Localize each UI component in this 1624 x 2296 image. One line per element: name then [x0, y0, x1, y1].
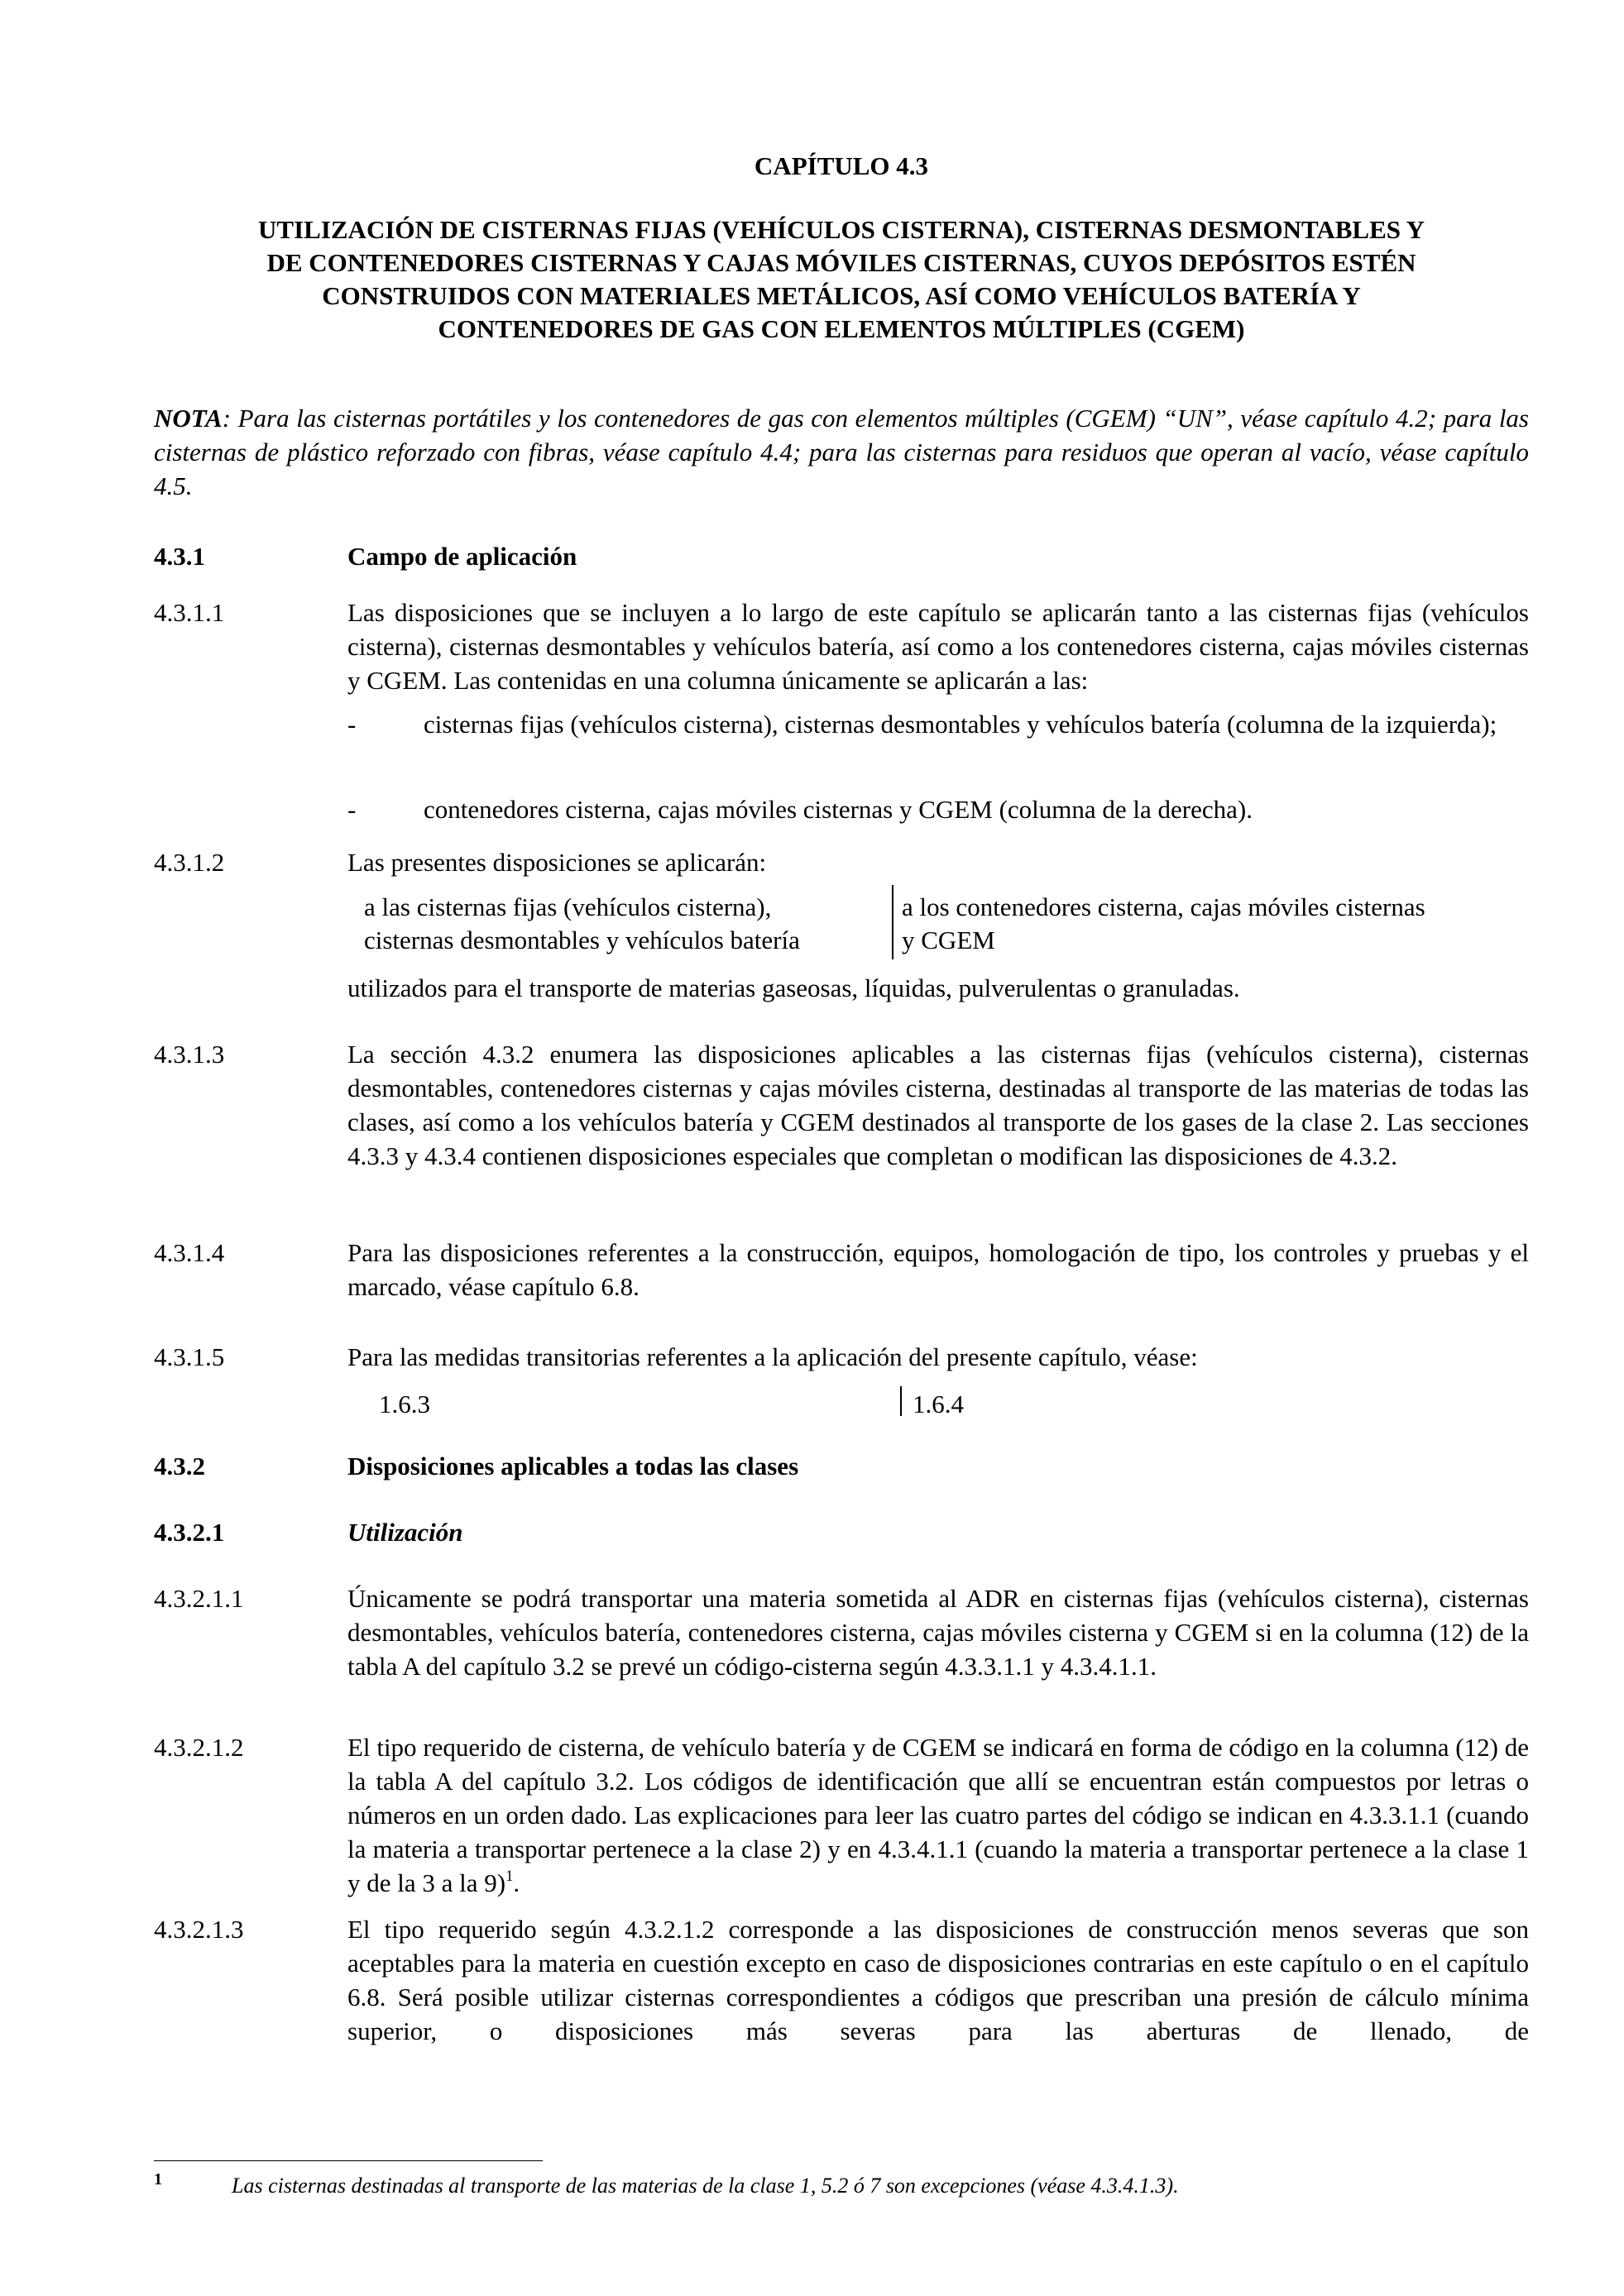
paragraph-number: 4.3.1.2: [154, 848, 225, 877]
section-title: Disposiciones aplicables a todas las clases: [347, 1452, 799, 1480]
chapter-title-line: CONSTRUIDOS CON MATERIALES METÁLICOS, ASÍ COMO VEHÍCULOS BATERÍA Y: [322, 281, 1361, 310]
subsection-title: Utilización: [347, 1518, 463, 1547]
paragraph-text: Las presentes disposiciones se aplicarán:: [347, 848, 767, 877]
column-divider: [892, 885, 893, 959]
paragraph-number: 4.3.1.3: [154, 1040, 225, 1069]
chapter-title-line: DE CONTENEDORES CISTERNAS Y CAJAS MÓVILES CISTERNAS, CUYOS DEPÓSITOS ESTÉN: [266, 248, 1416, 277]
paragraph-text: El tipo requerido según 4.3.2.1.2 corresponde a las disposiciones de construcción menos severas que son aceptables para la materia en cuestión excepto en caso de disposiciones contrarias en este capítulo o en el capítulo 6.8. Será posible utilizar cisternas correspondientes a códigos que prescriban una presión de cálculo mínima superior, o disposiciones más severas para las aberturas de llenado, de: [347, 1915, 1529, 2045]
chapter-title: [154, 213, 1529, 346]
paragraph-end: .: [513, 1868, 520, 1897]
note: [154, 401, 1529, 503]
bullet-dash: -: [347, 710, 357, 739]
chapter-title-line: UTILIZACIÓN DE CISTERNAS FIJAS (VEHÍCULOS CISTERNA), CISTERNAS DESMONTABLES Y: [258, 215, 1425, 244]
footnote-reference: 1: [505, 1867, 514, 1885]
paragraph-text: Las disposiciones que se incluyen a lo largo de este capítulo se aplicarán tanto a las cisternas fijas (vehículos cisterna), cisternas desmontables y vehículos batería, así como a los contenedores cisterna, cajas móviles cisternas y CGEM. Las contenidas en una columna únicamente se aplicarán a las:: [347, 598, 1529, 695]
section-number: 4.3.1: [154, 542, 205, 571]
footnote-text: Las cisternas destinadas al transporte de las materias de la clase 1, 5.2 ó 7 son excepciones (véase 4.3.4.1.3).: [232, 2174, 1179, 2198]
paragraph-text: Únicamente se podrá transportar una materia sometida al ADR en cisternas fijas (vehículos cisterna), cisternas desmontables, vehículos batería, contenedores cisterna, cajas móviles cisterna y CGEM si en la columna (12) de la tabla A del capítulo 3.2 se prevé un código-cisterna según 4.3.3.1.1 y 4.3.4.1.1.: [347, 1584, 1529, 1681]
paragraph-number: 4.3.2.1.1: [154, 1584, 244, 1613]
paragraph-number: 4.3.2.1.2: [154, 1733, 244, 1762]
left-column-line: cisternas desmontables y vehículos batería: [364, 926, 800, 954]
footnote-separator: [154, 2160, 543, 2161]
section-number: 4.3.2: [154, 1452, 205, 1480]
note-text: : Para las cisternas portátiles y los contenedores de gas con elementos múltiples (CGEM) “UN”, véase capítulo 4.2; para las cisternas de plástico reforzado con fibras, véase capítulo 4.4; para las cisternas para residuos que operan al vacío, véase capítulo 4.5.: [154, 404, 1529, 500]
paragraph-number: 4.3.1.1: [154, 598, 225, 627]
right-column: [902, 891, 1425, 957]
left-column: [364, 891, 800, 957]
subsection-number: 4.3.2.1: [154, 1518, 225, 1547]
reference-left: 1.6.3: [379, 1390, 430, 1418]
footnote-marker: 1: [154, 2170, 162, 2188]
right-column-line: a los contenedores cisterna, cajas móviles cisternas: [902, 892, 1425, 921]
chapter-title-line: CONTENEDORES DE GAS CON ELEMENTOS MÚLTIPLES (CGEM): [438, 314, 1245, 343]
chapter-label: CAPÍTULO 4.3: [754, 151, 929, 180]
bullet-text: cisternas fijas (vehículos cisterna), cisternas desmontables y vehículos batería (columna de la izquierda);: [424, 710, 1497, 739]
paragraph-text: Para las medidas transitorias referentes a la aplicación del presente capítulo, véase:: [347, 1342, 1198, 1371]
paragraph-number: 4.3.1.4: [154, 1238, 225, 1267]
section-title: Campo de aplicación: [347, 542, 577, 571]
reference-right: 1.6.4: [913, 1390, 964, 1418]
paragraph-number: 4.3.2.1.3: [154, 1915, 244, 1944]
bullet-dash: -: [347, 795, 357, 824]
paragraph-text: utilizados para el transporte de materias gaseosas, líquidas, pulverulentas o granuladas.: [347, 973, 1240, 1002]
bullet-text: contenedores cisterna, cajas móviles cisternas y CGEM (columna de la derecha).: [424, 795, 1253, 824]
paragraph-text: La sección 4.3.2 enumera las disposiciones aplicables a las cisternas fijas (vehículos cisterna), cisternas desmontables, contenedores cisternas y cajas móviles cisterna, destinadas al transporte de las materias de todas las clases, así como a los vehículos batería y CGEM destinados al transporte de los gases de la clase 2. Las secciones 4.3.3 y 4.3.4 contienen disposiciones especiales que completan o modifican las disposiciones de 4.3.2.: [347, 1040, 1529, 1170]
column-divider: [900, 1386, 902, 1416]
paragraph-text: [347, 1730, 1529, 1900]
note-label: NOTA: [154, 404, 223, 433]
paragraph-body: El tipo requerido de cisterna, de vehículo batería y de CGEM se indicará en forma de código en la columna (12) de la tabla A del capítulo 3.2. Los códigos de identificación que allí se encuentran están compuestos por letras o números en un orden dado. Las explicaciones para leer las cuatro partes del código se indican en 4.3.3.1.1 (cuando la materia a transportar pertenece a la clase 2) y en 4.3.4.1.1 (cuando la materia a transportar pertenece a la clase 1 y de la 3 a la 9): [347, 1733, 1529, 1897]
paragraph-number: 4.3.1.5: [154, 1342, 225, 1371]
left-column-line: a las cisternas fijas (vehículos cisterna),: [364, 892, 772, 921]
right-column-line: y CGEM: [902, 926, 995, 954]
paragraph-text: Para las disposiciones referentes a la construcción, equipos, homologación de tipo, los controles y pruebas y el marcado, véase capítulo 6.8.: [347, 1238, 1529, 1301]
